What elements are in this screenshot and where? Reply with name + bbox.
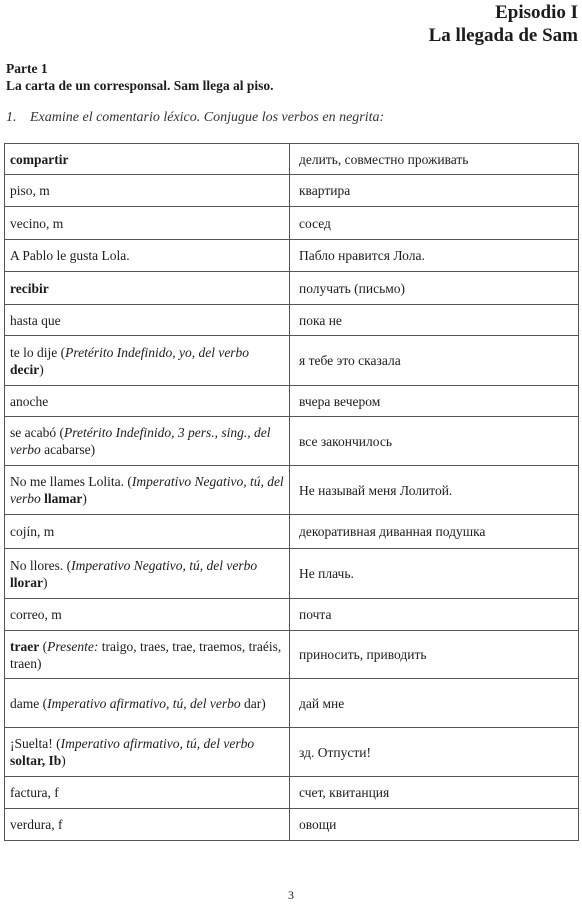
episode-header [429, 1, 578, 47]
russian-translation-cell: овощи [290, 809, 579, 841]
spanish-term-segment: cojín, m [10, 524, 55, 539]
spanish-term-cell [5, 466, 290, 515]
table-row [5, 599, 579, 631]
spanish-term-cell [5, 272, 290, 305]
russian-translation-cell: пока не [290, 305, 579, 336]
spanish-term-segment: verdura, f [10, 817, 63, 832]
spanish-term-cell [5, 777, 290, 809]
exercise-number: 1. [6, 110, 17, 125]
spanish-term-cell [5, 305, 290, 336]
russian-translation-cell: вчера вечером [290, 386, 579, 417]
spanish-term-segment: vecino, m [10, 215, 64, 231]
episode-label: Episodio I [495, 2, 578, 23]
spanish-term-segment: ) [43, 574, 48, 590]
spanish-term-cell [5, 240, 290, 272]
spanish-term-segment: Pretérito Indefinido, 3 pers., sing., del verbo [10, 425, 271, 457]
table-row [5, 809, 579, 841]
table-row [5, 240, 579, 272]
spanish-term-segment: acabarse) [40, 442, 96, 457]
russian-translation-cell: сосед [290, 207, 579, 240]
page-number: 3 [288, 888, 294, 902]
table-row [5, 777, 579, 809]
exercise-text: Examine el comentario léxico. Conjugue los verbos en negrita: [30, 110, 385, 125]
spanish-term-cell [5, 336, 290, 386]
table-row [5, 466, 579, 515]
table-row [5, 679, 579, 728]
spanish-term-segment: A Pablo le gusta Lola. [10, 248, 130, 263]
russian-translation-cell: квартира [290, 175, 579, 207]
spanish-term-segment: dame ( [10, 695, 48, 711]
spanish-term-segment: ) [61, 753, 66, 768]
spanish-term-segment: Pretérito Indefinido, yo, del verbo [65, 344, 250, 360]
spanish-term-segment: dar) [240, 695, 266, 711]
russian-translation-cell: все закончилось [290, 417, 579, 466]
exercise-instruction [6, 110, 384, 126]
table-row [5, 631, 579, 679]
spanish-term-segment: traigo, traes, trae, traemos, traéis, traen) [10, 638, 282, 671]
table-row [5, 305, 579, 336]
table-row [5, 336, 579, 386]
russian-translation-cell: делить, совместно проживать [290, 144, 579, 175]
spanish-term-cell [5, 144, 290, 175]
spanish-term-segment: decir [10, 361, 40, 377]
part-heading [6, 60, 274, 94]
table-row [5, 549, 579, 599]
spanish-term-segment: Imperativo afirmativo, tú, del verbo [47, 695, 241, 711]
spanish-term-segment: Imperativo Negativo, tú, del verbo [10, 474, 284, 506]
spanish-term-cell [5, 599, 290, 631]
spanish-term-cell [5, 809, 290, 841]
spanish-term-cell [5, 175, 290, 207]
table-row [5, 207, 579, 240]
table-row [5, 175, 579, 207]
russian-translation-cell: счет, квитанция [290, 777, 579, 809]
spanish-term-segment: correo, m [10, 607, 62, 622]
russian-translation-cell: я тебе это сказала [290, 336, 579, 386]
table-row [5, 515, 579, 549]
spanish-term-segment: soltar, Ib [10, 753, 62, 768]
spanish-term-segment: No me llames Lolita. ( [10, 474, 132, 489]
spanish-term-segment: recibir [10, 280, 49, 296]
spanish-term-segment: Presente: [47, 638, 99, 654]
spanish-term-segment: ) [82, 491, 87, 506]
spanish-term-segment: ¡Suelta! ( [10, 736, 61, 751]
spanish-term-segment: compartir [10, 151, 69, 167]
spanish-term-segment: anoche [10, 393, 49, 409]
spanish-term-segment: se acabó ( [10, 425, 64, 440]
table-row [5, 417, 579, 466]
episode-title: La llegada de Sam [428, 25, 578, 46]
vocabulary-table [4, 143, 579, 841]
russian-translation-cell: дай мне [290, 679, 579, 728]
part-subtitle: La carta de un corresponsal. Sam llega al piso. [6, 78, 274, 93]
spanish-term-cell [5, 386, 290, 417]
spanish-term-segment: ( [39, 638, 48, 654]
spanish-term-segment: piso, m [10, 183, 50, 198]
table-row [5, 386, 579, 417]
spanish-term-segment: factura, f [10, 785, 59, 800]
spanish-term-cell [5, 417, 290, 466]
vocabulary-table-body [5, 144, 579, 841]
table-row [5, 272, 579, 305]
russian-translation-cell: зд. Отпусти! [290, 728, 579, 777]
spanish-term-cell [5, 631, 290, 679]
spanish-term-cell [5, 515, 290, 549]
russian-translation-cell: декоративная диванная подушка [290, 515, 579, 549]
spanish-term-cell [5, 728, 290, 777]
spanish-term-cell [5, 207, 290, 240]
spanish-term-segment: No llores. ( [10, 557, 72, 573]
spanish-term-segment: llorar [10, 574, 43, 590]
russian-translation-cell: Пабло нравится Лола. [290, 240, 579, 272]
russian-translation-cell: получать (письмо) [290, 272, 579, 305]
spanish-term-segment: te lo dije ( [10, 344, 66, 360]
russian-translation-cell: Не плачь. [290, 549, 579, 599]
spanish-term-segment: Imperativo Negativo, tú, del verbo [71, 557, 258, 573]
spanish-term-cell [5, 549, 290, 599]
spanish-term-segment: llamar [44, 491, 83, 506]
spanish-term-segment: traer [10, 638, 40, 654]
part-label: Parte 1 [6, 61, 48, 76]
table-row [5, 728, 579, 777]
spanish-term-segment: ) [39, 361, 44, 377]
table-row [5, 144, 579, 175]
spanish-term-segment: hasta que [10, 312, 61, 328]
spanish-term-cell [5, 679, 290, 728]
russian-translation-cell: почта [290, 599, 579, 631]
spanish-term-segment: Imperativo afirmativo, tú, del verbo [60, 736, 255, 751]
russian-translation-cell: Не называй меня Лолитой. [290, 466, 579, 515]
russian-translation-cell: приносить, приводить [290, 631, 579, 679]
